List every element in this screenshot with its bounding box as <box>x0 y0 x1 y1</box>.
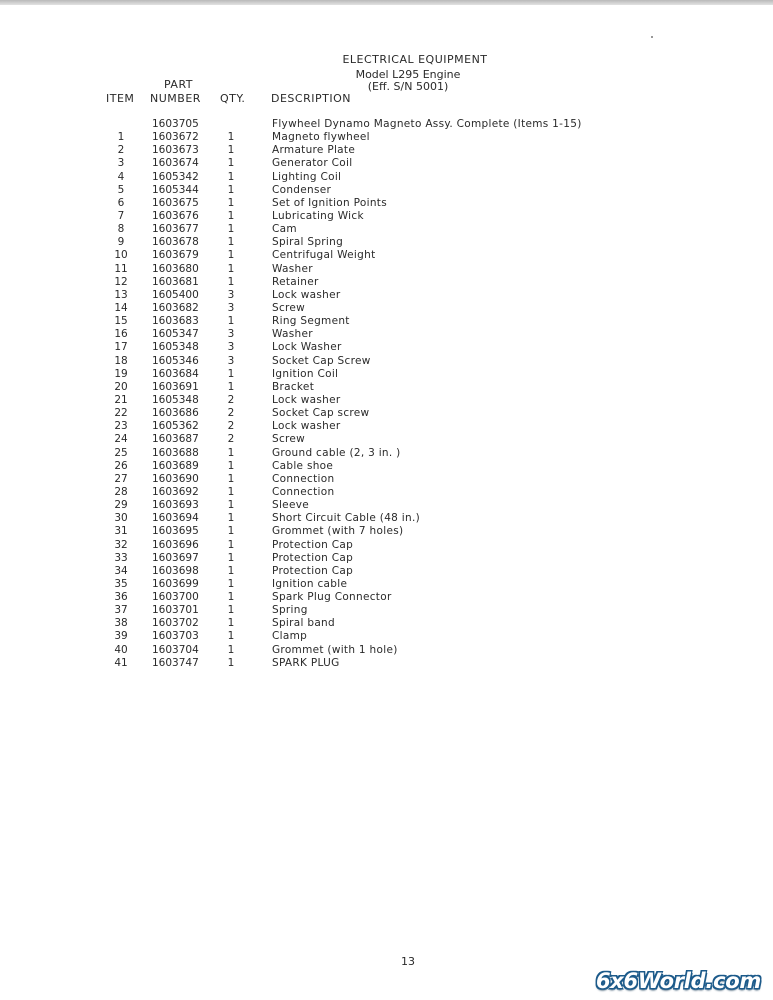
item-number: 12 <box>114 275 128 288</box>
quantity: 3 <box>227 301 235 314</box>
description: Armature Plate <box>272 144 356 157</box>
column-header-part: PART <box>164 78 194 91</box>
description: Spiral Spring <box>272 236 344 249</box>
item-number: 4 <box>117 170 125 183</box>
description: Condenser <box>272 183 332 196</box>
quantity: 1 <box>227 196 235 209</box>
table-row <box>0 552 773 565</box>
part-number: 1603705 <box>152 118 199 130</box>
part-number: 1603686 <box>152 407 199 420</box>
part-number: 1603695 <box>152 525 199 538</box>
quantity: 1 <box>227 604 235 617</box>
item-number: 24 <box>114 433 128 446</box>
table-row <box>0 539 773 552</box>
part-number: 1603679 <box>152 249 199 262</box>
part-number: 1605346 <box>152 354 199 367</box>
part-number: 1605347 <box>152 328 199 341</box>
description: Centrifugal Weight <box>272 249 376 262</box>
item-number: 19 <box>114 367 128 380</box>
description: Short Circuit Cable (48 in.) <box>272 512 420 525</box>
table-row <box>0 157 773 170</box>
description: Generator Coil <box>272 157 353 170</box>
part-number: 1603700 <box>152 591 199 604</box>
quantity: 1 <box>227 630 235 643</box>
quantity: 1 <box>227 144 235 157</box>
quantity: 1 <box>227 617 235 630</box>
table-row <box>0 131 773 144</box>
description: Connection <box>272 472 335 485</box>
quantity: 1 <box>227 275 235 288</box>
quantity: 1 <box>227 446 235 459</box>
table-row <box>0 328 773 341</box>
quantity: 1 <box>227 459 235 472</box>
part-number: 1603681 <box>152 275 199 288</box>
part-number: 1603676 <box>152 209 199 222</box>
table-row <box>0 604 773 617</box>
description: Lubricating Wick <box>272 209 364 222</box>
quantity: 1 <box>227 577 235 590</box>
table-row <box>0 315 773 328</box>
part-number: 1605344 <box>152 183 199 196</box>
scan-top-border <box>0 0 773 5</box>
quantity: 3 <box>227 354 235 367</box>
quantity: 1 <box>227 262 235 275</box>
part-number: 1603699 <box>152 577 199 590</box>
part-number: 1605348 <box>152 393 199 406</box>
description: Set of Ignition Points <box>272 196 387 209</box>
item-number: 13 <box>114 288 128 301</box>
column-header-description: DESCRIPTION <box>271 92 351 105</box>
part-number: 1603688 <box>152 446 199 459</box>
table-row <box>0 565 773 578</box>
item-number: 25 <box>114 446 128 459</box>
table-row <box>0 617 773 630</box>
description: Screw <box>272 433 306 446</box>
quantity: 1 <box>227 656 235 669</box>
description: Spark Plug Connector <box>272 591 392 604</box>
item-number: 9 <box>117 236 125 249</box>
item-number: 16 <box>114 328 128 341</box>
quantity: 1 <box>227 223 235 236</box>
page-title: ELECTRICAL EQUIPMENT <box>342 53 488 66</box>
item-number: 11 <box>114 262 128 275</box>
item-number: 38 <box>114 617 128 630</box>
table-row <box>0 644 773 657</box>
item-number: 35 <box>114 577 128 590</box>
description: Ignition Coil <box>272 367 339 380</box>
scan-speck <box>651 36 653 38</box>
description: Ground cable (2, 3 in. ) <box>272 446 401 459</box>
description: Ignition cable <box>272 577 348 590</box>
item-number: 37 <box>114 604 128 617</box>
description: Lighting Coil <box>272 170 342 183</box>
item-number: 17 <box>114 341 128 354</box>
table-row <box>0 355 773 368</box>
quantity: 1 <box>227 591 235 604</box>
table-row <box>0 591 773 604</box>
part-number: 1603690 <box>152 472 199 485</box>
parts-list <box>0 118 773 670</box>
part-number: 1605400 <box>152 288 199 301</box>
table-row <box>0 236 773 249</box>
item-number: 18 <box>114 354 128 367</box>
table-row <box>0 499 773 512</box>
part-number: 1603678 <box>152 236 199 249</box>
description: Lock washer <box>272 420 341 433</box>
description: Bracket <box>272 380 315 393</box>
table-row <box>0 486 773 499</box>
table-row <box>0 525 773 538</box>
part-number: 1603682 <box>152 301 199 314</box>
description: Flywheel Dynamo Magneto Assy. Complete (Items 1-15) <box>272 118 582 130</box>
quantity: 1 <box>227 170 235 183</box>
item-number: 14 <box>114 301 128 314</box>
description: Sleeve <box>272 499 309 512</box>
table-row <box>0 341 773 354</box>
part-number: 1603677 <box>152 223 199 236</box>
item-number: 21 <box>114 393 128 406</box>
description: Screw <box>272 301 306 314</box>
part-number: 1603703 <box>152 630 199 643</box>
quantity: 1 <box>227 380 235 393</box>
table-row <box>0 433 773 446</box>
table-row <box>0 578 773 591</box>
part-number: 1603689 <box>152 459 199 472</box>
table-row <box>0 210 773 223</box>
part-number: 1605362 <box>152 420 199 433</box>
quantity: 1 <box>227 564 235 577</box>
description: Washer <box>272 328 313 341</box>
description: Spiral band <box>272 617 335 630</box>
table-row <box>0 657 773 670</box>
part-number: 1603701 <box>152 604 199 617</box>
description: Connection <box>272 485 335 498</box>
description: Protection Cap <box>272 538 354 551</box>
quantity: 1 <box>227 236 235 249</box>
table-row <box>0 276 773 289</box>
description: Lock Washer <box>272 341 342 354</box>
quantity: 1 <box>227 643 235 656</box>
table-row <box>0 171 773 184</box>
serial-effectivity: (Eff. S/N 5001) <box>367 80 449 93</box>
item-number: 10 <box>114 249 128 262</box>
item-number: 15 <box>114 315 128 328</box>
quantity: 1 <box>227 209 235 222</box>
item-number: 22 <box>114 407 128 420</box>
description: Ring Segment <box>272 315 350 328</box>
quantity: 1 <box>227 472 235 485</box>
table-row <box>0 460 773 473</box>
item-number: 36 <box>114 591 128 604</box>
table-row <box>0 249 773 262</box>
quantity: 1 <box>227 315 235 328</box>
quantity: 1 <box>227 512 235 525</box>
description: Clamp <box>272 630 308 643</box>
column-header-qty: QTY. <box>220 92 246 105</box>
quantity: 2 <box>227 393 235 406</box>
item-number: 40 <box>114 643 128 656</box>
quantity: 3 <box>227 328 235 341</box>
item-number: 5 <box>117 183 125 196</box>
quantity: 2 <box>227 407 235 420</box>
quantity: 3 <box>227 341 235 354</box>
item-number: 34 <box>114 564 128 577</box>
item-number: 6 <box>117 196 125 209</box>
table-row <box>0 302 773 315</box>
quantity: 1 <box>227 499 235 512</box>
item-number: 28 <box>114 485 128 498</box>
item-number: 20 <box>114 380 128 393</box>
table-row <box>0 381 773 394</box>
table-row <box>0 447 773 460</box>
description: Cam <box>272 223 297 236</box>
description: Socket Cap screw <box>272 407 370 420</box>
page-subtitle <box>300 69 516 93</box>
item-number: 7 <box>117 209 125 222</box>
part-number: 1603687 <box>152 433 199 446</box>
description: Cable shoe <box>272 459 334 472</box>
part-number: 1603747 <box>152 656 199 669</box>
item-number: 29 <box>114 499 128 512</box>
description: Socket Cap Screw <box>272 354 371 367</box>
quantity: 1 <box>227 367 235 380</box>
item-number: 3 <box>117 157 125 170</box>
table-row <box>0 420 773 433</box>
part-number: 1603698 <box>152 564 199 577</box>
quantity: 1 <box>227 525 235 538</box>
part-number: 1603674 <box>152 157 199 170</box>
description: Lock washer <box>272 393 341 406</box>
part-number: 1603692 <box>152 485 199 498</box>
table-row <box>0 407 773 420</box>
quantity: 2 <box>227 433 235 446</box>
description: Washer <box>272 262 313 275</box>
description: Magneto flywheel <box>272 131 370 144</box>
quantity: 1 <box>227 551 235 564</box>
quantity: 1 <box>227 131 235 144</box>
quantity: 1 <box>227 485 235 498</box>
item-number: 31 <box>114 525 128 538</box>
table-row <box>0 394 773 407</box>
item-number: 39 <box>114 630 128 643</box>
part-number: 1603680 <box>152 262 199 275</box>
description: Grommet (with 7 holes) <box>272 525 404 538</box>
part-number: 1603675 <box>152 196 199 209</box>
item-number: 27 <box>114 472 128 485</box>
description: SPARK PLUG <box>272 656 340 669</box>
item-number: 32 <box>114 538 128 551</box>
description: Protection Cap <box>272 564 354 577</box>
part-number: 1603691 <box>152 380 199 393</box>
part-number: 1603693 <box>152 499 199 512</box>
part-number: 1603684 <box>152 367 199 380</box>
item-number: 1 <box>117 131 125 144</box>
table-row <box>0 512 773 525</box>
table-row <box>0 473 773 486</box>
item-number: 8 <box>117 223 125 236</box>
part-number: 1603694 <box>152 512 199 525</box>
quantity: 3 <box>227 288 235 301</box>
table-row <box>0 368 773 381</box>
table-row <box>0 289 773 302</box>
quantity: 1 <box>227 249 235 262</box>
quantity: 1 <box>227 157 235 170</box>
description: Grommet (with 1 hole) <box>272 643 398 656</box>
part-number: 1603673 <box>152 144 199 157</box>
table-row <box>0 184 773 197</box>
part-number: 1603672 <box>152 131 199 144</box>
table-row <box>0 118 773 131</box>
quantity: 2 <box>227 420 235 433</box>
engine-model: Model L295 Engine <box>355 68 461 81</box>
item-number: 26 <box>114 459 128 472</box>
part-number: 1605348 <box>152 341 199 354</box>
quantity: 1 <box>227 538 235 551</box>
part-number: 1605342 <box>152 170 199 183</box>
part-number: 1603696 <box>152 538 199 551</box>
item-number: 33 <box>114 551 128 564</box>
part-number: 1603683 <box>152 315 199 328</box>
description: Lock washer <box>272 288 341 301</box>
column-header-part-number: NUMBER <box>150 92 201 105</box>
table-row <box>0 223 773 236</box>
item-number: 41 <box>114 656 128 669</box>
table-row <box>0 144 773 157</box>
description: Retainer <box>272 275 319 288</box>
site-watermark-logo: 6x6World.com <box>596 969 761 993</box>
item-number: 30 <box>114 512 128 525</box>
quantity: 1 <box>227 183 235 196</box>
table-row <box>0 197 773 210</box>
item-number: 2 <box>117 144 125 157</box>
part-number: 1603704 <box>152 643 199 656</box>
description: Protection Cap <box>272 551 354 564</box>
item-number: 23 <box>114 420 128 433</box>
table-row <box>0 263 773 276</box>
column-header-item: ITEM <box>106 92 135 105</box>
page-number: 13 <box>401 955 415 968</box>
table-row <box>0 630 773 643</box>
part-number: 1603702 <box>152 617 199 630</box>
part-number: 1603697 <box>152 551 199 564</box>
description: Spring <box>272 604 308 617</box>
